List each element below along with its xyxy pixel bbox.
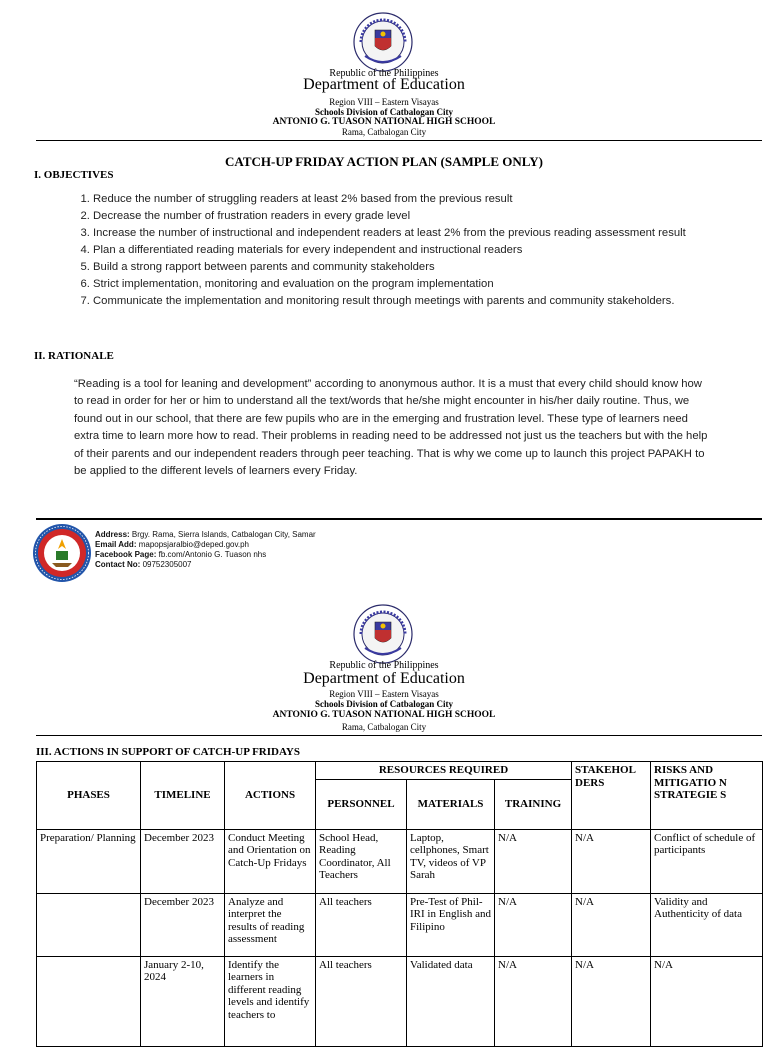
cell-stakeholders: N/A [572, 829, 651, 893]
action-plan-table [36, 761, 763, 1047]
table-row [37, 893, 763, 956]
cell-training: N/A [495, 829, 572, 893]
address-label: Address: [95, 530, 130, 539]
school-location: Rama, Catbalogan City [341, 127, 427, 137]
address-value: Brgy. Rama, Sierra Islands, Catbalogan City, Samar [131, 530, 316, 539]
cell-phase [37, 956, 141, 1046]
email-link[interactable]: mapopsjaralbio@deped.gov.ph [138, 540, 249, 549]
facebook-link[interactable]: fb.com/Antonio G. Tuason nhs [158, 550, 267, 559]
objective-item: 7. Communicate the implementation and monitoring result through meetings with parents and community stakeholders. [93, 293, 743, 310]
table-row [37, 956, 763, 1046]
objective-item: 6. Strict implementation, monitoring and evaluation on the program implementation [93, 276, 743, 293]
col-header-phases: PHASES [37, 762, 141, 830]
cell-stakeholders: N/A [572, 893, 651, 956]
col-header-materials: MATERIALS [407, 779, 495, 829]
footer-contact-block [95, 530, 316, 570]
region-line: Region VIII – Eastern Visayas [329, 689, 439, 699]
cell-timeline: December 2023 [141, 893, 225, 956]
cell-materials: Validated data [407, 956, 495, 1046]
col-header-personnel: PERSONNEL [316, 779, 407, 829]
contact-label: Contact No: [95, 560, 141, 569]
department-title: Department of Education [303, 670, 465, 687]
division-line: Schools Division of Catbalogan City [314, 699, 454, 709]
objectives-list [56, 191, 743, 310]
school-location: Rama, Catbalogan City [341, 722, 427, 732]
cell-phase [37, 893, 141, 956]
cell-materials: Laptop, cellphones, Smart TV, videos of VP Sarah [407, 829, 495, 893]
col-header-stakeholders: STAKEHOL DERS [572, 762, 651, 830]
footer-divider [36, 518, 762, 520]
contact-value: 09752305007 [142, 560, 192, 569]
deped-seal-icon [353, 12, 413, 72]
objectives-heading: I. OBJECTIVES [34, 169, 114, 181]
facebook-label: Facebook Page: [95, 550, 157, 559]
division-line: Schools Division of Catbalogan City [314, 107, 454, 117]
cell-timeline: January 2-10, 2024 [141, 956, 225, 1046]
cell-training: N/A [495, 893, 572, 956]
republic-line: Republic of the Philippines [329, 68, 439, 79]
cell-action: Analyze and interpret the results of reading assessment [225, 893, 316, 956]
deped-seal-icon [353, 604, 413, 664]
cell-personnel: School Head, Reading Coordinator, All Teachers [316, 829, 407, 893]
cell-action: Identify the learners in different reading levels and identify teachers to [225, 956, 316, 1046]
header-divider [36, 735, 762, 736]
col-header-training: TRAINING [495, 779, 572, 829]
table-row [37, 829, 763, 893]
cell-timeline: December 2023 [141, 829, 225, 893]
rationale-heading: II. RATIONALE [34, 350, 114, 362]
school-name: ANTONIO G. TUASON NATIONAL HIGH SCHOOL [272, 117, 496, 127]
header-divider [36, 140, 762, 141]
cell-personnel: All teachers [316, 956, 407, 1046]
rationale-text: “Reading is a tool for leaning and development” according to anonymous author. It is a must that every child should know how to read in order for her or him to understand all the text/words that he/she might encounter in his/her daily routine. Thus, we found out in our school, that there are few pupils who are in the emerging and frustration level. These type of learners need extra time to learn more how to read. Their problems in reading need to be addressed not just us the teachers but with the help of their parents and our independent readers through peer teaching. That is why we come up to launch this project PAPAKH to be applied to the different levels of learners every Friday. [74, 378, 708, 478]
cell-phase: Preparation/ Planning [37, 829, 141, 893]
document-title: CATCH-UP FRIDAY ACTION PLAN (SAMPLE ONLY) [225, 154, 543, 169]
department-title: Department of Education [303, 76, 465, 93]
col-header-risks: RISKS AND MITIGATIO N STRATEGIE S [651, 762, 763, 830]
cell-training: N/A [495, 956, 572, 1046]
cell-risks: Validity and Authenticity of data [651, 893, 763, 956]
objective-item: 5. Build a strong rapport between parents and community stakeholders [93, 259, 743, 276]
region-line: Region VIII – Eastern Visayas [329, 97, 439, 107]
school-name: ANTONIO G. TUASON NATIONAL HIGH SCHOOL [272, 710, 496, 720]
republic-line: Republic of the Philippines [329, 660, 439, 671]
col-header-timeline: TIMELINE [141, 762, 225, 830]
actions-heading: III. ACTIONS IN SUPPORT OF CATCH-UP FRIDAYS [36, 746, 300, 758]
cell-materials: Pre-Test of Phil-IRI in English and Filipino [407, 893, 495, 956]
objective-item: 1. Reduce the number of struggling readers at least 2% based from the previous result [93, 191, 743, 208]
email-label: Email Add: [95, 540, 137, 549]
col-header-actions: ACTIONS [225, 762, 316, 830]
cell-action: Conduct Meeting and Orientation on Catch-Up Fridays [225, 829, 316, 893]
objective-item: 3. Increase the number of instructional and independent readers at least 2% from the previous reading assessment result [93, 225, 743, 242]
cell-stakeholders: N/A [572, 956, 651, 1046]
cell-risks: N/A [651, 956, 763, 1046]
col-header-resources: RESOURCES REQUIRED [316, 762, 572, 780]
school-logo-icon [32, 523, 92, 583]
objective-item: 2. Decrease the number of frustration readers in every grade level [93, 208, 743, 225]
cell-risks: Conflict of schedule of participants [651, 829, 763, 893]
objective-item: 4. Plan a differentiated reading materials for every independent and instructional readers [93, 242, 743, 259]
cell-personnel: All teachers [316, 893, 407, 956]
